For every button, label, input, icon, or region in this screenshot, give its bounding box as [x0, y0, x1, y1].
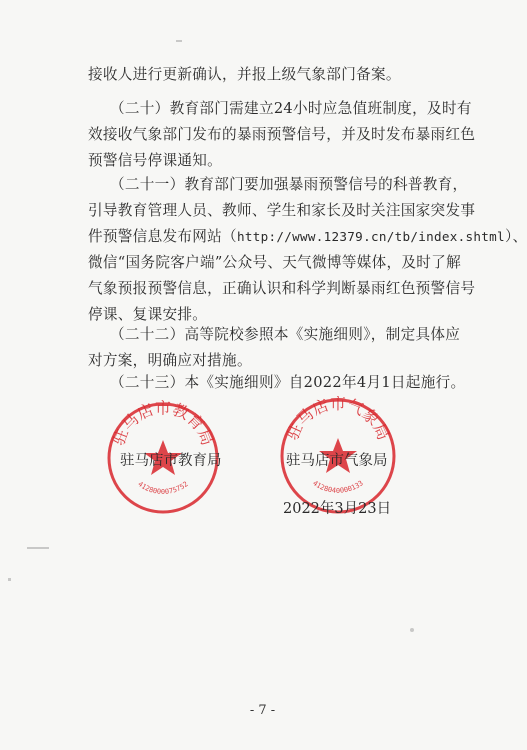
paragraph-text: 件预警信息发布网站（	[88, 228, 237, 245]
paragraph-line: （二十三）本《实施细则》自2022年4月1日起施行。	[110, 374, 466, 391]
paragraph-line: 效接收气象部门发布的暴雨预警信号，并及时发布暴雨红色	[88, 126, 476, 143]
page-number: - 7 -	[249, 703, 276, 718]
paragraph-1	[88, 96, 476, 174]
paragraph-2	[88, 172, 527, 328]
seal-text: 驻马店市教育局	[108, 400, 218, 449]
seal-number: 4128040000133	[311, 479, 365, 495]
paragraph-line: 微信“国务院客户端”公众号、天气微博等媒体，及时了解	[88, 254, 461, 271]
paragraph-line: 引导教育管理人员、教师、学生和家长及时关注国家突发事	[88, 202, 476, 219]
signature-org-right: 驻马店市气象局	[286, 453, 388, 469]
scan-speck	[8, 578, 11, 581]
paragraph-line: 气象预报预警信息，正确认识和科学判断暴雨红色预警信号	[88, 280, 476, 297]
scan-speck	[176, 40, 182, 42]
scan-speck	[410, 628, 414, 632]
paragraph-3	[88, 322, 461, 374]
paragraph-line: 对方案，明确应对措施。	[88, 352, 252, 369]
paragraph-0	[88, 62, 448, 88]
paragraph-line: （二十）教育部门需建立24小时应急值班制度，及时有	[110, 100, 472, 117]
seal-text: 驻马店市气象局	[282, 396, 394, 443]
paragraph-line	[88, 224, 527, 250]
signature-org-left: 驻马店市教育局	[120, 453, 222, 469]
paragraph-line: 预警信号停课通知。	[88, 152, 223, 169]
paragraph-line: （二十一）教育部门要加强暴雨预警信号的科普教育，	[110, 176, 468, 193]
paragraph-text: ）、	[504, 228, 527, 245]
seal-number: 4128000075752	[136, 480, 190, 496]
scan-speck	[27, 547, 49, 549]
paragraph-4	[88, 370, 466, 396]
paragraph-line: 接收人进行更新确认，并报上级气象部门备案。	[88, 66, 401, 83]
website-url: http://www.12379.cn/tb/index.shtml	[236, 229, 505, 244]
signature-date: 2022年3月23日	[283, 501, 392, 517]
paragraph-line: （二十二）高等院校参照本《实施细则》，制定具体应	[110, 326, 461, 343]
paragraph-line: 停课、复课安排。	[88, 306, 208, 323]
